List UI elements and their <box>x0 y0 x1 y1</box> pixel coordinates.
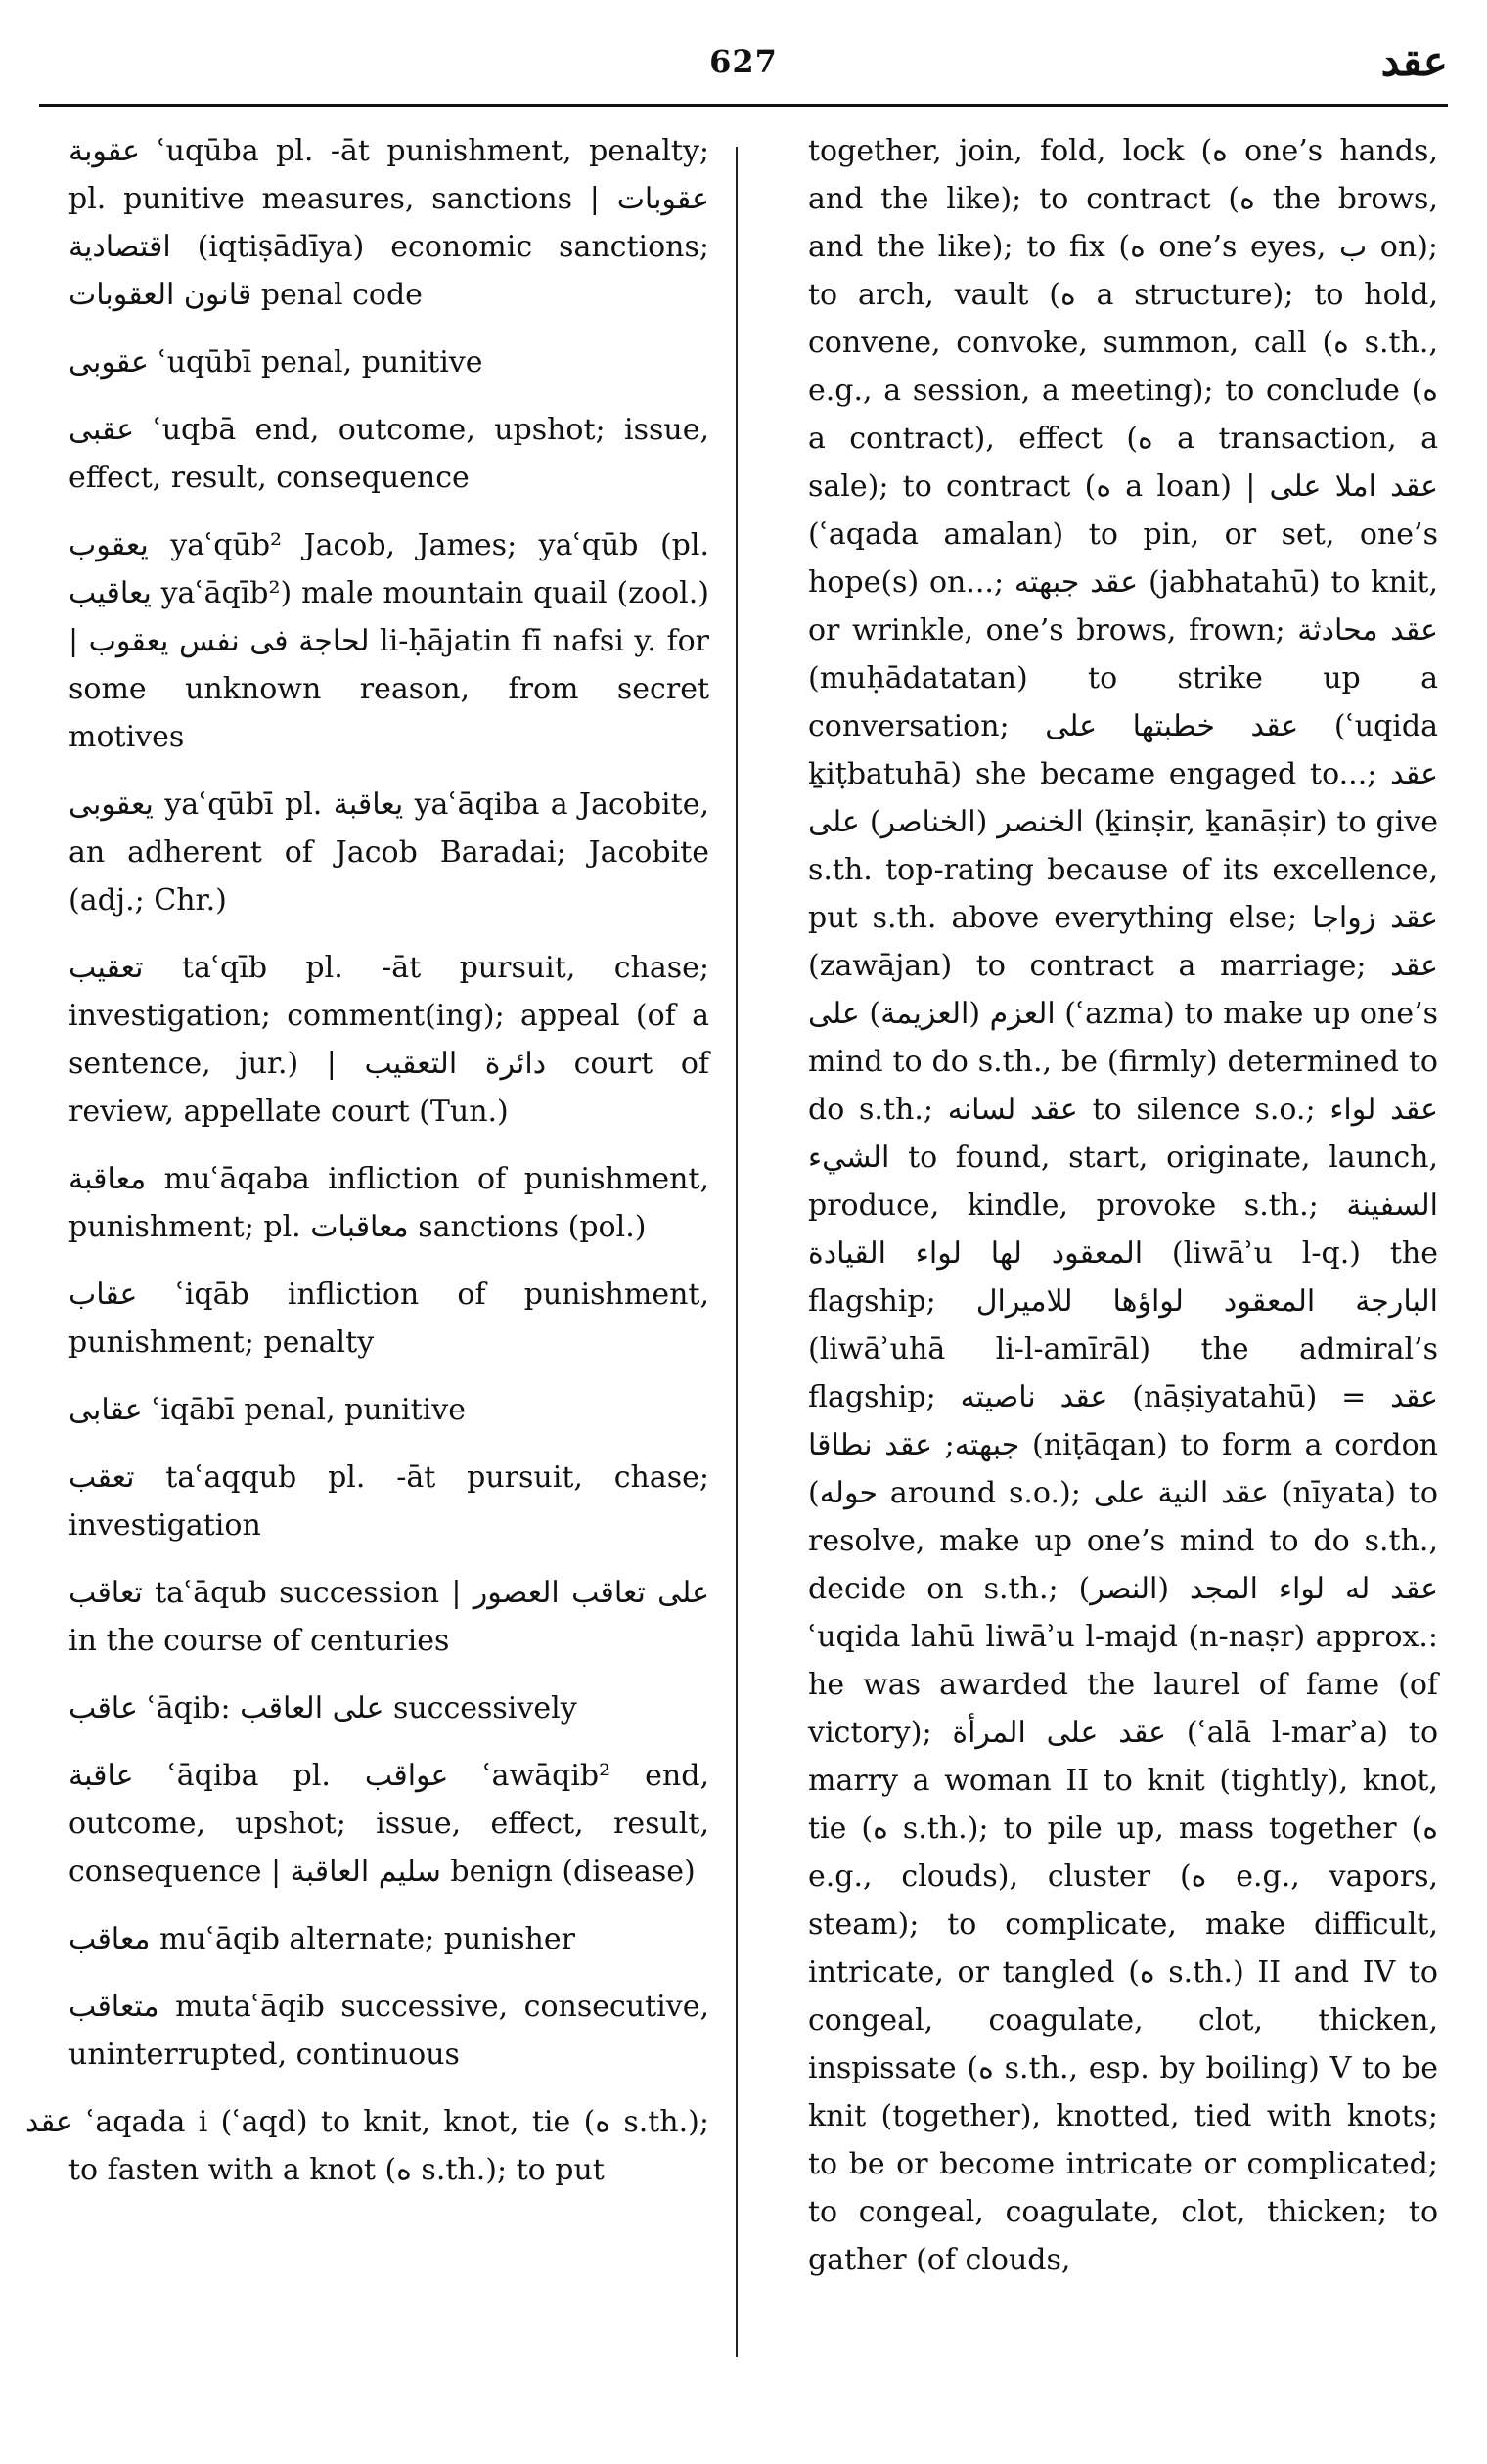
entry-mutaaqib: متعاقب mutaʿāqib successive, consecutive, uninterrupted, continuous <box>68 1990 709 2072</box>
entry-aqiba: عاقبة ʿāqiba pl. عواقب ʿawāqib² end, outcome, upshot; issue, effect, result, consequence | سليم العاقبة benign (disease) <box>68 1759 709 1889</box>
entry-taaqqub: تعقب taʿaqqub pl. -āt pursuit, chase; investigation <box>68 1460 709 1543</box>
entry-iqabi: عقابى ʿiqābī penal, punitive <box>68 1393 466 1427</box>
header-rule <box>39 104 1448 107</box>
left-column <box>25 127 709 2214</box>
entry-yaqubi: يعقوبى yaʿqūbī pl. يعاقبة yaʿāqiba a Jacobite, an adherent of Jacob Baradai; Jacobite (adj.; Chr.) <box>68 787 709 918</box>
page-header <box>39 37 1448 106</box>
entry-uqubi: عقوبى ʿuqūbī penal, punitive <box>68 345 483 380</box>
entry-muaqib: معاقب muʿāqib alternate; punisher <box>68 1922 575 1956</box>
entry-uquba: عقوبة ʿuqūba pl. -āt punishment, penalty; pl. punitive measures, sanctions | عقوبات اقتصادية (iqtiṣādīya) economic sanctions; قانون العقوبات penal code <box>68 134 709 312</box>
entry-yaqub: يعقوب yaʿqūb² Jacob, James; yaʿqūb (pl. يعاقيب yaʿāqīb²) male mountain quail (zool.) | لحاجة فى نفس يعقوب li-ḥājatin fī nafsi y. for some unknown reason, from secret motives <box>68 528 709 754</box>
entry-aqib: عاقب ʿāqib: على العاقب successively <box>68 1691 577 1725</box>
entry-uqba: عقبى ʿuqbā end, outcome, upshot; issue, effect, result, consequence <box>68 413 709 495</box>
entry-muaqaba: معاقبة muʿāqaba infliction of punishment, punishment; pl. معاقبات sanctions (pol.) <box>68 1162 709 1244</box>
entry-taaqub: تعاقب taʿāqub succession | على تعاقب العصور in the course of centuries <box>68 1576 709 1658</box>
entry-aqada-continued: together, join, fold, lock (ه one’s hands, and the like); to contract (ه the brows, and the like); to fix (ه one’s eyes, ب on); to arch, vault (ه a structure); to hold, convene, convoke, summon, call (ه s.th., e.g., a session, a meeting); to conclude (ه a contract), effect (ه a transaction, a sale); to contract (ه a loan) | عقد املا على (ʿaqada amalan) to pin, or set, one’s hope(s) on...; عقد جبهته (jabhatahū) to knit, or wrinkle, one’s brows, frown; عقد محادثة (muḥādatatan) to strike up a conversation; عقد خطبتها على (ʿuqida ḵiṭbatuhā) she became engaged to...; عقد الخنصر (الخناصر) على (ḵinṣir, ḵanāṣir) to give s.th. top-rating because of its excellence, put s.th. above everything else; عقد زواجا (zawājan) to contract a marriage; عقد العزم (العزيمة) على (ʿazma) to make up one’s mind to do s.th., be (firmly) determined to do s.th.; عقد لسانه to silence s.o.; عقد لواء الشيء to found, start, originate, launch, produce, kindle, provoke s.th.; السفينة المعقود لها لواء القيادة (liwāʾu l-q.) the flagship; البارجة المعقود لواؤها للاميرال (liwāʾuhā li-l-amīrāl) the admiral’s flagship; عقد ناصيته (nāṣiyatahū) = عقد جبهته; عقد نطاقا (niṭāqan) to form a cordon (حوله around s.o.); عقد النية على (nīyata) to resolve, make up one’s mind to do s.th., decide on s.th.; عقد له لواء المجد (النصر) ʿuqida lahū liwāʾu l-majd (n-naṣr) approx.: he was awarded the laurel of fame (of victory); عقد على المرأة (ʿalā l-marʾa) to marry a woman II to knit (tightly), knot, tie (ه s.th.); to pile up, mass together (ه e.g., clouds), cluster (ه e.g., vapors, steam); to complicate, make difficult, intricate, or tangled (ه s.th.) II and IV to congeal, coagulate, clot, thicken, inspissate (ه s.th., esp. by boiling) V to be knit (together), knotted, tied with knots; to be or become intricate or complicated; to congeal, coagulate, clot, thicken; to gather (of clouds, <box>808 134 1439 2277</box>
column-divider <box>736 147 738 2357</box>
catchword: عقد <box>1380 37 1448 85</box>
entry-aqada: عقد ʿaqada i (ʿaqd) to knit, knot, tie (ه s.th.); to fasten with a knot (ه s.th.); to put <box>25 2105 709 2187</box>
entry-iqab: عقاب ʿiqāb infliction of punishment, punishment; penalty <box>68 1277 709 1360</box>
right-column <box>808 127 1438 2284</box>
page-number: 627 <box>709 43 778 80</box>
entry-taqib: تعقيب taʿqīb pl. -āt pursuit, chase; investigation; comment(ing); appeal (of a sentence, jur.) | دائرة التعقيب court of review, appellate court (Tun.) <box>68 951 709 1129</box>
